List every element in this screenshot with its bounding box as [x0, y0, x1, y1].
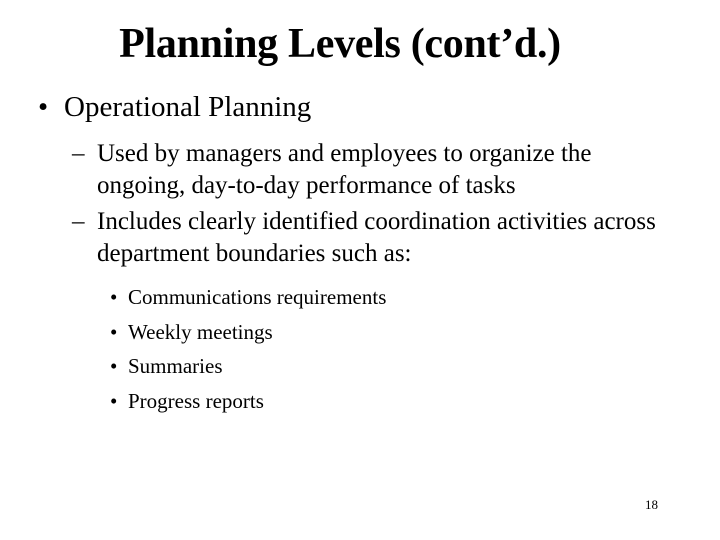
list-item-text: Weekly meetings — [128, 319, 273, 344]
page-number: 18 — [645, 497, 658, 512]
list-item — [110, 349, 386, 384]
list-item — [110, 315, 386, 350]
bullet-text: Operational Planning — [64, 91, 312, 123]
list-item — [110, 280, 386, 315]
sub-bullet-text: Used by managers and employees to organize the ongoing, day-to-day performance of tasks — [97, 140, 592, 199]
dash-icon: – — [72, 140, 85, 167]
bullet-icon: • — [38, 91, 49, 123]
list-item-text: Summaries — [128, 354, 223, 378]
sub-bullet-includes — [72, 206, 672, 270]
coordination-activities-list — [110, 280, 386, 418]
bullet-operational-planning — [38, 86, 311, 128]
list-item-text: Progress reports — [128, 388, 264, 413]
list-item-text: Communications requirements — [128, 285, 387, 309]
list-item — [110, 384, 386, 419]
slide-title: Planning Levels (cont’d.) — [119, 21, 561, 67]
sub-bullet-used-by — [72, 138, 672, 202]
bullet-icon: • — [110, 388, 118, 413]
sub-bullet-text: Includes clearly identified coordination activities across department boundaries such as: — [97, 208, 656, 267]
dash-icon: – — [72, 208, 85, 235]
bullet-icon: • — [110, 319, 118, 344]
bullet-icon: • — [110, 285, 118, 309]
bullet-icon: • — [110, 354, 118, 378]
